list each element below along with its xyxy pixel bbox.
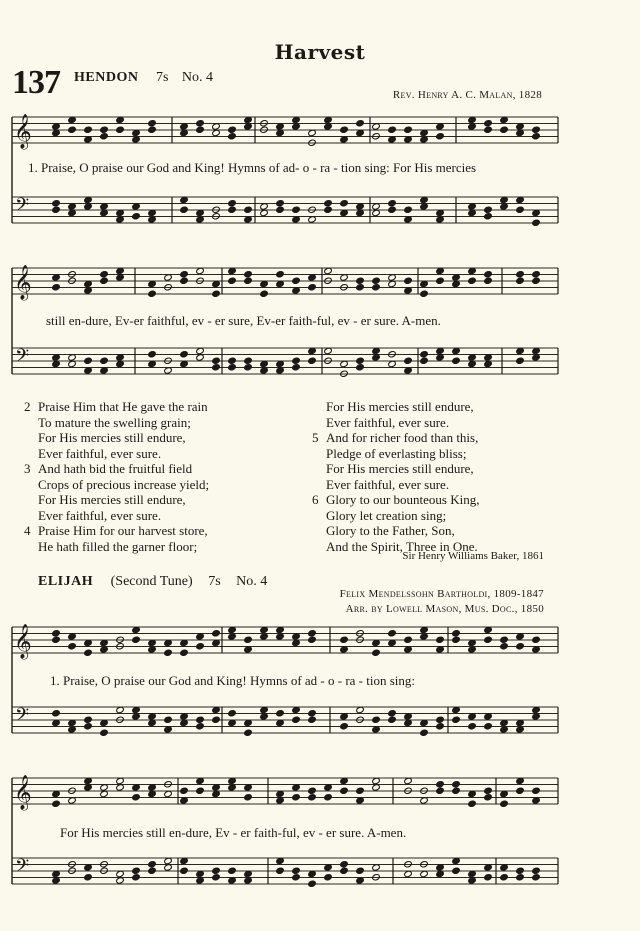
note-head — [132, 867, 141, 874]
note-head — [180, 271, 189, 278]
note-head — [436, 716, 445, 723]
note-head — [452, 636, 461, 643]
note-head — [388, 200, 397, 207]
note-head — [308, 630, 317, 637]
note-head — [484, 271, 493, 278]
note-head — [212, 867, 221, 874]
treble-clef: 𝄞 — [14, 114, 32, 149]
note-head — [52, 206, 61, 213]
note-head — [340, 861, 349, 868]
note-head — [100, 729, 109, 736]
note-head — [356, 277, 365, 284]
note-head — [228, 364, 237, 371]
note-head — [404, 636, 413, 643]
note-head — [244, 206, 253, 213]
bass-clef: 𝄢 — [15, 346, 30, 371]
treble-clef: 𝄞 — [14, 624, 32, 659]
note-head — [68, 643, 77, 650]
note-head — [516, 787, 525, 794]
note-head — [260, 290, 269, 297]
note-head — [420, 729, 429, 736]
verse-line: 5 And for richer food than this, — [312, 430, 479, 445]
note-head — [52, 636, 61, 643]
note-head — [516, 206, 525, 213]
verse-line: Crops of precious increase yield; — [38, 476, 210, 492]
note-head — [100, 277, 109, 284]
note-head — [532, 126, 541, 133]
note-head — [356, 867, 365, 874]
note-head — [228, 126, 237, 133]
note-head — [84, 716, 93, 723]
note-head — [324, 794, 333, 801]
verse-line: For His mercies still endure, — [38, 492, 186, 507]
note-head — [292, 867, 301, 874]
note-head — [180, 867, 189, 874]
note-head — [484, 723, 493, 730]
note-head — [356, 120, 365, 127]
note-head — [244, 364, 253, 371]
note-head — [292, 716, 301, 723]
note-head — [308, 284, 317, 291]
note-head — [116, 126, 125, 133]
hymn-number: 137 — [12, 64, 60, 101]
note-head — [292, 364, 301, 371]
note-head — [308, 716, 317, 723]
note-head — [356, 357, 365, 364]
note-head — [532, 277, 541, 284]
verse-number: 2 — [24, 399, 31, 414]
note-head — [356, 284, 365, 291]
note-head — [452, 357, 461, 364]
note-head — [180, 351, 189, 358]
note-head — [372, 716, 381, 723]
note-head — [324, 874, 333, 881]
note-head — [324, 206, 333, 213]
hymn2-tune-name: ELIJAH — [38, 574, 94, 589]
note-head — [52, 630, 61, 637]
verse-line: For His mercies still endure, — [38, 430, 186, 445]
note-head — [452, 781, 461, 788]
note-head — [212, 874, 221, 881]
note-head — [196, 716, 205, 723]
verse-number: 4 — [24, 523, 31, 538]
hymn2-lyric-line1: 1. Praise, O praise our God and King! Hymns of ad - o - ra - tion sing: — [50, 673, 416, 688]
note-head — [276, 867, 285, 874]
note-head — [84, 126, 93, 133]
note-head — [500, 874, 509, 881]
note-head — [436, 787, 445, 794]
note-head — [532, 219, 541, 226]
note-head — [516, 874, 525, 881]
note-head — [452, 716, 461, 723]
note-head — [228, 710, 237, 717]
hymn1-meter: 7s — [155, 70, 169, 85]
note-head — [516, 867, 525, 874]
verse-line: To mature the swelling grain; — [38, 414, 191, 430]
note-head — [100, 271, 109, 278]
note-head — [180, 787, 189, 794]
note-head — [500, 800, 509, 807]
note-head — [212, 716, 221, 723]
note-head — [372, 649, 381, 656]
note-head — [244, 357, 253, 364]
note-head — [100, 357, 109, 364]
hymn2-composer: Felix Mendelssohn Bartholdi, 1809-1847 — [339, 588, 544, 600]
bass-clef: 𝄢 — [15, 195, 30, 220]
note-head — [452, 630, 461, 637]
note-head — [388, 206, 397, 213]
note-head — [436, 133, 445, 140]
note-head — [516, 357, 525, 364]
note-head — [180, 277, 189, 284]
note-head — [340, 636, 349, 643]
verses-left — [24, 399, 209, 554]
note-head — [196, 787, 205, 794]
note-head — [100, 133, 109, 140]
verse-line: 2 Praise Him that He gave the rain — [24, 399, 208, 414]
verse-line: For His mercies still endure, — [326, 461, 474, 476]
verse-line: Glory let creation sing; — [326, 507, 447, 523]
note-head — [84, 649, 93, 656]
note-head — [228, 206, 237, 213]
note-head — [244, 636, 253, 643]
note-head — [484, 636, 493, 643]
note-head — [356, 364, 365, 371]
note-head — [148, 867, 157, 874]
note-head — [468, 277, 477, 284]
note-head — [212, 357, 221, 364]
note-head — [180, 649, 189, 656]
verse-line: For His mercies still endure, — [326, 399, 474, 414]
note-head — [292, 277, 301, 284]
hymn1-tune-no: No. 4 — [181, 70, 214, 85]
note-head — [340, 723, 349, 730]
note-head — [372, 284, 381, 291]
note-head — [436, 636, 445, 643]
note-head — [52, 200, 61, 207]
note-head — [372, 277, 381, 284]
hymn2-subtitle: (Second Tune) — [110, 574, 193, 589]
hymn2-tune-no: No. 4 — [236, 574, 268, 589]
verse-number: 5 — [312, 430, 319, 445]
note-head — [292, 874, 301, 881]
note-head — [308, 794, 317, 801]
note-head — [388, 630, 397, 637]
note-head — [132, 213, 141, 220]
hymn2-tune-header — [38, 574, 267, 590]
note-head — [84, 357, 93, 364]
note-head — [84, 874, 93, 881]
note-head — [180, 206, 189, 213]
note-head — [532, 874, 541, 881]
note-head — [532, 867, 541, 874]
note-head — [308, 880, 317, 887]
note-head — [308, 636, 317, 643]
note-head — [244, 277, 253, 284]
note-head — [404, 277, 413, 284]
note-head — [52, 800, 61, 807]
note-head — [148, 126, 157, 133]
hymn1-lyric-line1: 1. Praise, O praise our God and King! Hymns of ad- o - ra - tion sing: For His mercies — [28, 160, 477, 175]
note-head — [484, 126, 493, 133]
note-head — [436, 723, 445, 730]
note-head — [228, 357, 237, 364]
hymn2-arranger: Arr. by Lowell Mason, Mus. Doc., 1850 — [345, 603, 544, 615]
note-head — [228, 277, 237, 284]
verse-line: And the Spirit, Three in One. — [326, 538, 478, 554]
note-head — [484, 277, 493, 284]
note-head — [420, 290, 429, 297]
note-head — [276, 271, 285, 278]
verse-line: 6 Glory to our bounteous King, — [312, 492, 480, 507]
note-head — [436, 781, 445, 788]
note-head — [228, 867, 237, 874]
note-head — [484, 787, 493, 794]
note-head — [404, 206, 413, 213]
note-head — [516, 271, 525, 278]
note-head — [148, 120, 157, 127]
note-head — [164, 649, 173, 656]
note-head — [292, 794, 301, 801]
note-head — [500, 643, 509, 650]
note-head — [148, 351, 157, 358]
hymn1-tune-name: HENDON — [74, 70, 139, 85]
text-author: Sir Henry Williams Baker, 1861 — [402, 550, 544, 562]
note-head — [340, 787, 349, 794]
note-head — [388, 710, 397, 717]
note-head — [388, 126, 397, 133]
verse-line: 4 Praise Him for our harvest store, — [24, 523, 208, 538]
note-head — [340, 200, 349, 207]
verse-number: 3 — [24, 461, 31, 476]
note-head — [100, 126, 109, 133]
note-head — [196, 126, 205, 133]
verse-line: Ever faithful, ever sure. — [326, 476, 450, 492]
note-head — [404, 357, 413, 364]
note-head — [212, 630, 221, 637]
note-head — [452, 867, 461, 874]
note-head — [484, 213, 493, 220]
note-head — [164, 716, 173, 723]
verse-line: Ever faithful, ever sure. — [326, 414, 450, 430]
note-head — [532, 133, 541, 140]
note-head — [132, 794, 141, 801]
verse-line: Ever faithful, ever sure. — [38, 445, 162, 461]
note-head — [244, 794, 253, 801]
note-head — [516, 643, 525, 650]
note-head — [148, 861, 157, 868]
note-head — [52, 284, 61, 291]
section-title: Harvest — [274, 40, 366, 64]
note-head — [196, 120, 205, 127]
note-head — [340, 126, 349, 133]
note-head — [404, 126, 413, 133]
verse-line: Ever faithful, ever sure. — [38, 507, 162, 523]
note-head — [212, 364, 221, 371]
note-head — [324, 200, 333, 207]
note-head — [52, 710, 61, 717]
note-head — [196, 643, 205, 650]
note-head — [308, 710, 317, 717]
note-head — [436, 277, 445, 284]
verse-line: Glory to the Father, Son, — [326, 523, 455, 538]
note-head — [420, 357, 429, 364]
note-head — [308, 787, 317, 794]
note-head — [356, 787, 365, 794]
note-head — [132, 874, 141, 881]
note-head — [292, 206, 301, 213]
hymn2-lyric-line2: For His mercies still en-dure, Ev - er faith-ful, ev - er sure. A-men. — [60, 825, 407, 840]
note-head — [132, 636, 141, 643]
hymn2-meter: 7s — [208, 574, 221, 589]
note-head — [532, 787, 541, 794]
note-head — [196, 723, 205, 730]
note-head — [276, 710, 285, 717]
treble-clef: 𝄞 — [14, 775, 32, 810]
hymn1-composer: Rev. Henry A. C. Malan, 1828 — [392, 89, 542, 101]
note-head — [148, 290, 157, 297]
note-head — [292, 357, 301, 364]
bass-clef: 𝄢 — [15, 856, 30, 881]
note-head — [452, 787, 461, 794]
note-head — [468, 723, 477, 730]
bass-clef: 𝄢 — [15, 705, 30, 730]
note-head — [532, 271, 541, 278]
note-head — [500, 636, 509, 643]
note-head — [308, 357, 317, 364]
note-head — [468, 800, 477, 807]
verse-number: 6 — [312, 492, 319, 507]
verse-line: He hath filled the garner floor; — [38, 538, 198, 554]
note-head — [244, 271, 253, 278]
note-head — [484, 206, 493, 213]
note-head — [500, 126, 509, 133]
verses-right — [312, 399, 479, 554]
note-head — [484, 874, 493, 881]
note-head — [228, 200, 237, 207]
note-head — [228, 133, 237, 140]
note-head — [212, 290, 221, 297]
note-head — [276, 200, 285, 207]
verse-line: 3 And hath bid the fruitful field — [24, 461, 193, 476]
note-head — [68, 126, 77, 133]
note-head — [276, 206, 285, 213]
verse-line: Pledge of everlasting bliss; — [326, 445, 467, 461]
note-head — [244, 729, 253, 736]
note-head — [484, 120, 493, 127]
note-head — [340, 867, 349, 874]
note-head — [420, 351, 429, 358]
treble-clef: 𝄞 — [14, 265, 32, 300]
note-head — [484, 794, 493, 801]
note-head — [532, 636, 541, 643]
note-head — [388, 716, 397, 723]
note-head — [84, 723, 93, 730]
hymn1-lyric-line2: still en-dure, Ev-er faithful, ev - er sure, Ev-er faith-ful, ev - er sure. A-men. — [46, 313, 441, 328]
note-head — [516, 277, 525, 284]
